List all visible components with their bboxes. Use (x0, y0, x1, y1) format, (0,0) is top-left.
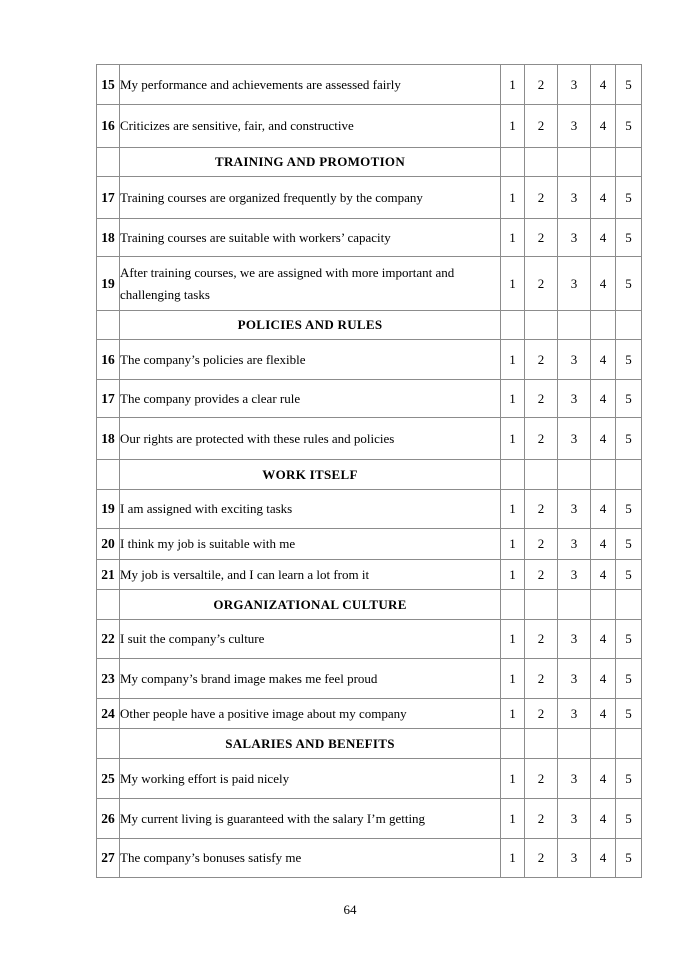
item-statement: Training courses are organized frequently by the company (120, 177, 501, 219)
section-header-row (97, 590, 642, 620)
scale-option-5: 5 (616, 560, 642, 590)
empty-cell (591, 460, 616, 490)
scale-option-2: 2 (525, 418, 558, 460)
table-row (97, 759, 642, 799)
scale-option-2: 2 (525, 65, 558, 105)
section-title: POLICIES AND RULES (120, 311, 501, 340)
empty-cell (525, 590, 558, 620)
scale-option-3: 3 (558, 560, 591, 590)
scale-option-3: 3 (558, 257, 591, 311)
scale-option-5: 5 (616, 529, 642, 560)
empty-cell (97, 590, 120, 620)
scale-option-5: 5 (616, 380, 642, 418)
scale-option-4: 4 (591, 490, 616, 529)
empty-cell (97, 729, 120, 759)
item-number: 19 (97, 490, 120, 529)
item-statement: Our rights are protected with these rules and policies (120, 418, 501, 460)
scale-option-2: 2 (525, 177, 558, 219)
item-statement: My company’s brand image makes me feel proud (120, 659, 501, 699)
scale-option-4: 4 (591, 177, 616, 219)
scale-option-5: 5 (616, 340, 642, 380)
item-number: 21 (97, 560, 120, 590)
scale-option-3: 3 (558, 105, 591, 148)
item-number: 19 (97, 257, 120, 311)
empty-cell (616, 460, 642, 490)
scale-option-1: 1 (501, 699, 525, 729)
empty-cell (591, 148, 616, 177)
scale-option-4: 4 (591, 105, 616, 148)
item-number: 15 (97, 65, 120, 105)
scale-option-5: 5 (616, 799, 642, 839)
item-number: 25 (97, 759, 120, 799)
empty-cell (616, 311, 642, 340)
empty-cell (501, 311, 525, 340)
scale-option-5: 5 (616, 699, 642, 729)
scale-option-4: 4 (591, 257, 616, 311)
scale-option-1: 1 (501, 418, 525, 460)
section-title: WORK ITSELF (120, 460, 501, 490)
empty-cell (591, 590, 616, 620)
empty-cell (525, 311, 558, 340)
empty-cell (558, 460, 591, 490)
item-statement: The company provides a clear rule (120, 380, 501, 418)
scale-option-3: 3 (558, 380, 591, 418)
item-number: 16 (97, 105, 120, 148)
scale-option-5: 5 (616, 105, 642, 148)
scale-option-1: 1 (501, 529, 525, 560)
scale-option-1: 1 (501, 177, 525, 219)
item-number: 23 (97, 659, 120, 699)
scale-option-5: 5 (616, 257, 642, 311)
item-statement: Other people have a positive image about my company (120, 699, 501, 729)
empty-cell (501, 460, 525, 490)
section-header-row (97, 729, 642, 759)
scale-option-2: 2 (525, 257, 558, 311)
scale-option-5: 5 (616, 65, 642, 105)
item-statement: The company’s bonuses satisfy me (120, 839, 501, 878)
table-row (97, 418, 642, 460)
table-row (97, 839, 642, 878)
table-row (97, 177, 642, 219)
item-statement: I am assigned with exciting tasks (120, 490, 501, 529)
scale-option-3: 3 (558, 799, 591, 839)
scale-option-5: 5 (616, 839, 642, 878)
empty-cell (525, 148, 558, 177)
scale-option-2: 2 (525, 529, 558, 560)
empty-cell (591, 311, 616, 340)
item-statement: My working effort is paid nicely (120, 759, 501, 799)
scale-option-4: 4 (591, 560, 616, 590)
scale-option-3: 3 (558, 529, 591, 560)
scale-option-3: 3 (558, 177, 591, 219)
empty-cell (558, 590, 591, 620)
section-title: SALARIES AND BENEFITS (120, 729, 501, 759)
page-number: 64 (343, 902, 357, 917)
scale-option-3: 3 (558, 620, 591, 659)
scale-option-2: 2 (525, 340, 558, 380)
item-number: 24 (97, 699, 120, 729)
item-number: 17 (97, 380, 120, 418)
scale-option-1: 1 (501, 620, 525, 659)
scale-option-3: 3 (558, 839, 591, 878)
item-number: 17 (97, 177, 120, 219)
table-row (97, 529, 642, 560)
empty-cell (97, 460, 120, 490)
scale-option-3: 3 (558, 418, 591, 460)
item-statement: I think my job is suitable with me (120, 529, 501, 560)
scale-option-4: 4 (591, 418, 616, 460)
scale-option-4: 4 (591, 839, 616, 878)
table-row (97, 620, 642, 659)
table-row (97, 659, 642, 699)
scale-option-5: 5 (616, 219, 642, 257)
section-header-row (97, 311, 642, 340)
table-row (97, 105, 642, 148)
item-statement: The company’s policies are flexible (120, 340, 501, 380)
scale-option-3: 3 (558, 490, 591, 529)
scale-option-1: 1 (501, 560, 525, 590)
section-header-row (97, 460, 642, 490)
item-statement: My performance and achievements are assessed fairly (120, 65, 501, 105)
scale-option-5: 5 (616, 620, 642, 659)
scale-option-1: 1 (501, 380, 525, 418)
empty-cell (525, 729, 558, 759)
scale-option-4: 4 (591, 659, 616, 699)
empty-cell (501, 590, 525, 620)
empty-cell (591, 729, 616, 759)
scale-option-1: 1 (501, 759, 525, 799)
table-row (97, 219, 642, 257)
table-row (97, 560, 642, 590)
empty-cell (97, 311, 120, 340)
table-row (97, 257, 642, 311)
empty-cell (616, 148, 642, 177)
empty-cell (501, 148, 525, 177)
empty-cell (97, 148, 120, 177)
scale-option-3: 3 (558, 219, 591, 257)
scale-option-2: 2 (525, 490, 558, 529)
scale-option-4: 4 (591, 759, 616, 799)
scale-option-1: 1 (501, 799, 525, 839)
empty-cell (525, 460, 558, 490)
scale-option-4: 4 (591, 380, 616, 418)
scale-option-2: 2 (525, 659, 558, 699)
scale-option-2: 2 (525, 699, 558, 729)
table-row (97, 340, 642, 380)
scale-option-5: 5 (616, 759, 642, 799)
table-row (97, 65, 642, 105)
section-title: ORGANIZATIONAL CULTURE (120, 590, 501, 620)
scale-option-4: 4 (591, 529, 616, 560)
survey-body (97, 65, 642, 878)
section-title: TRAINING AND PROMOTION (120, 148, 501, 177)
item-statement: After training courses, we are assigned with more important and challenging tasks (120, 257, 501, 311)
scale-option-1: 1 (501, 340, 525, 380)
scale-option-2: 2 (525, 380, 558, 418)
scale-option-3: 3 (558, 759, 591, 799)
item-number: 26 (97, 799, 120, 839)
item-statement: I suit the company’s culture (120, 620, 501, 659)
empty-cell (616, 590, 642, 620)
item-number: 18 (97, 219, 120, 257)
scale-option-5: 5 (616, 490, 642, 529)
scale-option-3: 3 (558, 340, 591, 380)
item-number: 16 (97, 340, 120, 380)
item-number: 20 (97, 529, 120, 560)
empty-cell (558, 148, 591, 177)
scale-option-1: 1 (501, 65, 525, 105)
scale-option-2: 2 (525, 620, 558, 659)
scale-option-1: 1 (501, 839, 525, 878)
empty-cell (501, 729, 525, 759)
survey-table (96, 64, 642, 878)
item-number: 18 (97, 418, 120, 460)
item-statement: Training courses are suitable with workers’ capacity (120, 219, 501, 257)
scale-option-2: 2 (525, 839, 558, 878)
scale-option-5: 5 (616, 659, 642, 699)
scale-option-1: 1 (501, 219, 525, 257)
item-number: 27 (97, 839, 120, 878)
scale-option-2: 2 (525, 219, 558, 257)
table-row (97, 799, 642, 839)
scale-option-1: 1 (501, 659, 525, 699)
scale-option-3: 3 (558, 699, 591, 729)
empty-cell (558, 311, 591, 340)
scale-option-2: 2 (525, 560, 558, 590)
item-number: 22 (97, 620, 120, 659)
scale-option-3: 3 (558, 65, 591, 105)
scale-option-4: 4 (591, 219, 616, 257)
scale-option-1: 1 (501, 105, 525, 148)
item-statement: My job is versaltile, and I can learn a lot from it (120, 560, 501, 590)
table-row (97, 699, 642, 729)
scale-option-2: 2 (525, 799, 558, 839)
scale-option-4: 4 (591, 340, 616, 380)
scale-option-3: 3 (558, 659, 591, 699)
scale-option-4: 4 (591, 799, 616, 839)
scale-option-1: 1 (501, 257, 525, 311)
table-row (97, 380, 642, 418)
scale-option-2: 2 (525, 759, 558, 799)
scale-option-2: 2 (525, 105, 558, 148)
scale-option-5: 5 (616, 418, 642, 460)
empty-cell (558, 729, 591, 759)
scale-option-5: 5 (616, 177, 642, 219)
table-row (97, 490, 642, 529)
scale-option-4: 4 (591, 699, 616, 729)
scale-option-1: 1 (501, 490, 525, 529)
scale-option-4: 4 (591, 620, 616, 659)
scale-option-4: 4 (591, 65, 616, 105)
item-statement: My current living is guaranteed with the salary I’m getting (120, 799, 501, 839)
empty-cell (616, 729, 642, 759)
section-header-row (97, 148, 642, 177)
item-statement: Criticizes are sensitive, fair, and constructive (120, 105, 501, 148)
